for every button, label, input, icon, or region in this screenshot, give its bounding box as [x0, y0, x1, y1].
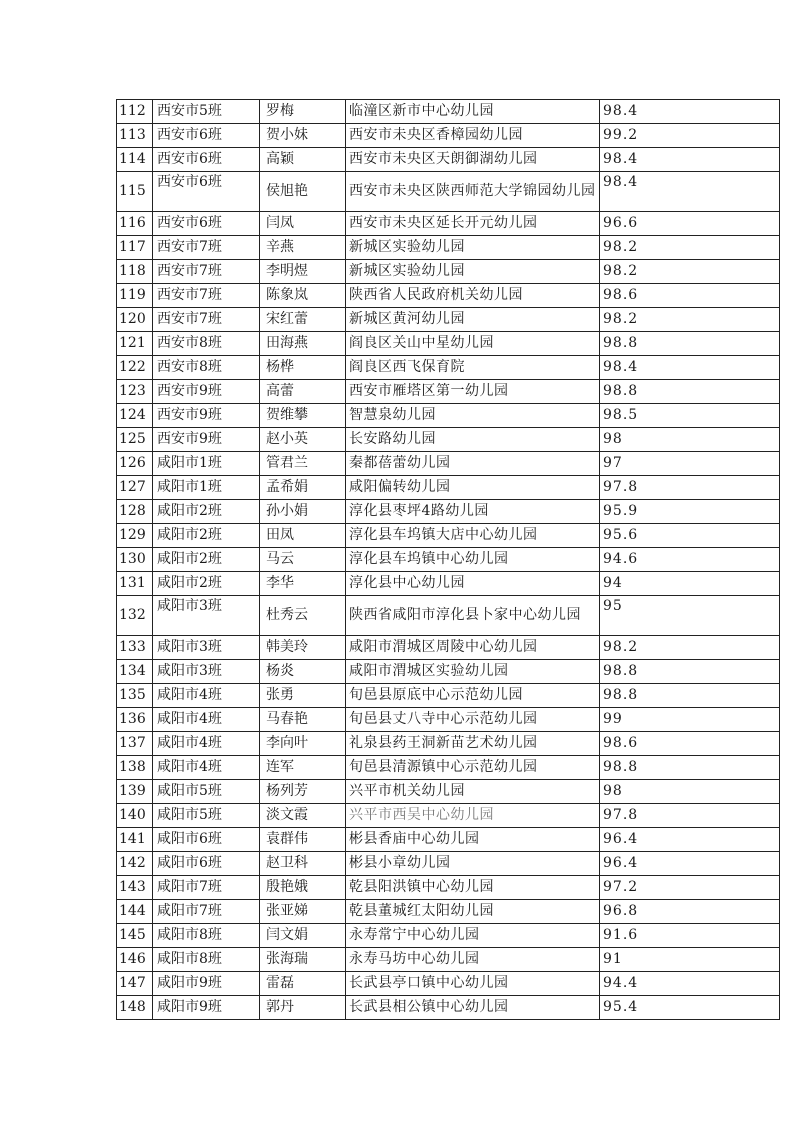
row-number-cell: 127: [117, 476, 153, 500]
row-number-cell: 145: [117, 924, 153, 948]
score-cell: 95.9: [600, 500, 780, 524]
row-number-cell: 133: [117, 636, 153, 660]
row-number-cell: 129: [117, 524, 153, 548]
document-sheet: [116, 99, 780, 1020]
table-row: [117, 404, 780, 428]
row-number-cell: 147: [117, 972, 153, 996]
row-number-cell: 117: [117, 236, 153, 260]
row-number-cell: 134: [117, 660, 153, 684]
score-cell: 96.4: [600, 828, 780, 852]
score-cell: 95.4: [600, 996, 780, 1020]
score-cell: 98.2: [600, 308, 780, 332]
name-cell: 陈象岚: [260, 284, 346, 308]
name-cell: 孟希娟: [260, 476, 346, 500]
class-cell: 西安市6班: [153, 172, 260, 212]
table-row: [117, 996, 780, 1020]
class-cell: 西安市6班: [153, 124, 260, 148]
name-cell: 郭丹: [260, 996, 346, 1020]
kindergarten-cell: 咸阳市渭城区周陵中心幼儿园: [346, 636, 600, 660]
row-number-cell: 130: [117, 548, 153, 572]
name-cell: 杨列芳: [260, 780, 346, 804]
score-cell: 98.8: [600, 660, 780, 684]
name-cell: 罗梅: [260, 100, 346, 124]
kindergarten-cell: 兴平市西吴中心幼儿园: [346, 804, 600, 828]
kindergarten-cell: 淳化县车坞镇中心幼儿园: [346, 548, 600, 572]
row-number-cell: 131: [117, 572, 153, 596]
score-cell: 98.2: [600, 260, 780, 284]
kindergarten-cell: 兴平市机关幼儿园: [346, 780, 600, 804]
kindergarten-cell: 淳化县车坞镇大店中心幼儿园: [346, 524, 600, 548]
row-number-cell: 113: [117, 124, 153, 148]
row-number-cell: 148: [117, 996, 153, 1020]
class-cell: 咸阳市2班: [153, 524, 260, 548]
name-cell: 杨炎: [260, 660, 346, 684]
class-cell: 西安市7班: [153, 236, 260, 260]
class-cell: 咸阳市9班: [153, 972, 260, 996]
score-cell: 96.8: [600, 900, 780, 924]
table-row: [117, 356, 780, 380]
kindergarten-cell: 永寿常宁中心幼儿园: [346, 924, 600, 948]
name-cell: 连军: [260, 756, 346, 780]
table-row: [117, 732, 780, 756]
class-cell: 西安市6班: [153, 212, 260, 236]
class-cell: 西安市6班: [153, 148, 260, 172]
table-row: [117, 500, 780, 524]
kindergarten-cell: 西安市未央区香樟园幼儿园: [346, 124, 600, 148]
table-row: [117, 548, 780, 572]
name-cell: 韩美玲: [260, 636, 346, 660]
name-cell: 马春艳: [260, 708, 346, 732]
name-cell: 宋红蕾: [260, 308, 346, 332]
class-cell: 咸阳市6班: [153, 828, 260, 852]
score-cell: 98.4: [600, 172, 780, 212]
name-cell: 闫凤: [260, 212, 346, 236]
class-cell: 咸阳市4班: [153, 732, 260, 756]
table-row: [117, 780, 780, 804]
row-number-cell: 138: [117, 756, 153, 780]
name-cell: 杜秀云: [260, 596, 346, 636]
kindergarten-cell: 乾县阳洪镇中心幼儿园: [346, 876, 600, 900]
class-cell: 西安市9班: [153, 380, 260, 404]
score-cell: 99.2: [600, 124, 780, 148]
score-cell: 94: [600, 572, 780, 596]
class-cell: 咸阳市2班: [153, 500, 260, 524]
kindergarten-cell: 西安市未央区陕西师范大学锦园幼儿园: [346, 172, 600, 212]
kindergarten-cell: 陕西省咸阳市淳化县卜家中心幼儿园: [346, 596, 600, 636]
table-row: [117, 476, 780, 500]
class-cell: 咸阳市4班: [153, 708, 260, 732]
class-cell: 西安市8班: [153, 332, 260, 356]
score-cell: 98.8: [600, 756, 780, 780]
name-cell: 赵小英: [260, 428, 346, 452]
score-cell: 98.6: [600, 732, 780, 756]
score-cell: 94.4: [600, 972, 780, 996]
table-row: [117, 900, 780, 924]
table-row: [117, 972, 780, 996]
score-cell: 98: [600, 428, 780, 452]
table-row: [117, 660, 780, 684]
table-row: [117, 100, 780, 124]
row-number-cell: 137: [117, 732, 153, 756]
score-cell: 97.8: [600, 804, 780, 828]
table-row: [117, 804, 780, 828]
name-cell: 田海燕: [260, 332, 346, 356]
name-cell: 张海瑞: [260, 948, 346, 972]
name-cell: 赵卫科: [260, 852, 346, 876]
kindergarten-cell: 永寿马坊中心幼儿园: [346, 948, 600, 972]
row-number-cell: 140: [117, 804, 153, 828]
name-cell: 张亚娣: [260, 900, 346, 924]
name-cell: 李向叶: [260, 732, 346, 756]
class-cell: 咸阳市3班: [153, 596, 260, 636]
row-number-cell: 115: [117, 172, 153, 212]
row-number-cell: 143: [117, 876, 153, 900]
name-cell: 闫文娟: [260, 924, 346, 948]
table-row: [117, 236, 780, 260]
kindergarten-cell: 新城区实验幼儿园: [346, 260, 600, 284]
class-cell: 咸阳市4班: [153, 756, 260, 780]
results-table: [116, 99, 780, 1020]
score-cell: 94.6: [600, 548, 780, 572]
name-cell: 杨桦: [260, 356, 346, 380]
row-number-cell: 121: [117, 332, 153, 356]
row-number-cell: 123: [117, 380, 153, 404]
name-cell: 孙小娟: [260, 500, 346, 524]
kindergarten-cell: 智慧泉幼儿园: [346, 404, 600, 428]
table-row: [117, 148, 780, 172]
score-cell: 96.6: [600, 212, 780, 236]
kindergarten-cell: 阎良区西飞保育院: [346, 356, 600, 380]
score-cell: 95.6: [600, 524, 780, 548]
kindergarten-cell: 西安市未央区天朗御湖幼儿园: [346, 148, 600, 172]
row-number-cell: 128: [117, 500, 153, 524]
table-row: [117, 924, 780, 948]
kindergarten-cell: 咸阳市渭城区实验幼儿园: [346, 660, 600, 684]
score-cell: 98.2: [600, 636, 780, 660]
name-cell: 张勇: [260, 684, 346, 708]
class-cell: 咸阳市6班: [153, 852, 260, 876]
row-number-cell: 126: [117, 452, 153, 476]
score-cell: 95: [600, 596, 780, 636]
class-cell: 西安市7班: [153, 260, 260, 284]
row-number-cell: 118: [117, 260, 153, 284]
class-cell: 咸阳市1班: [153, 476, 260, 500]
name-cell: 田凤: [260, 524, 346, 548]
score-cell: 98.4: [600, 148, 780, 172]
kindergarten-cell: 西安市雁塔区第一幼儿园: [346, 380, 600, 404]
class-cell: 咸阳市2班: [153, 548, 260, 572]
class-cell: 西安市7班: [153, 308, 260, 332]
kindergarten-cell: 旬邑县清源镇中心示范幼儿园: [346, 756, 600, 780]
class-cell: 西安市5班: [153, 100, 260, 124]
score-cell: 97.2: [600, 876, 780, 900]
class-cell: 咸阳市8班: [153, 948, 260, 972]
score-cell: 98.4: [600, 356, 780, 380]
class-cell: 咸阳市3班: [153, 660, 260, 684]
name-cell: 管君兰: [260, 452, 346, 476]
score-cell: 98.2: [600, 236, 780, 260]
class-cell: 咸阳市9班: [153, 996, 260, 1020]
row-number-cell: 125: [117, 428, 153, 452]
table-row: [117, 596, 780, 636]
table-row: [117, 260, 780, 284]
row-number-cell: 139: [117, 780, 153, 804]
name-cell: 雷磊: [260, 972, 346, 996]
score-cell: 97.8: [600, 476, 780, 500]
table-row: [117, 172, 780, 212]
class-cell: 西安市9班: [153, 428, 260, 452]
kindergarten-cell: 陕西省人民政府机关幼儿园: [346, 284, 600, 308]
class-cell: 咸阳市7班: [153, 900, 260, 924]
class-cell: 西安市8班: [153, 356, 260, 380]
row-number-cell: 132: [117, 596, 153, 636]
name-cell: 高蕾: [260, 380, 346, 404]
class-cell: 咸阳市8班: [153, 924, 260, 948]
row-number-cell: 119: [117, 284, 153, 308]
row-number-cell: 144: [117, 900, 153, 924]
class-cell: 西安市9班: [153, 404, 260, 428]
table-row: [117, 828, 780, 852]
row-number-cell: 146: [117, 948, 153, 972]
class-cell: 咸阳市3班: [153, 636, 260, 660]
row-number-cell: 136: [117, 708, 153, 732]
table-row: [117, 332, 780, 356]
class-cell: 咸阳市5班: [153, 780, 260, 804]
kindergarten-cell: 西安市未央区延长开元幼儿园: [346, 212, 600, 236]
row-number-cell: 116: [117, 212, 153, 236]
name-cell: 侯旭艳: [260, 172, 346, 212]
name-cell: 马云: [260, 548, 346, 572]
row-number-cell: 112: [117, 100, 153, 124]
row-number-cell: 142: [117, 852, 153, 876]
class-cell: 咸阳市1班: [153, 452, 260, 476]
score-cell: 98.8: [600, 332, 780, 356]
kindergarten-cell: 长武县亭口镇中心幼儿园: [346, 972, 600, 996]
table-row: [117, 428, 780, 452]
table-row: [117, 284, 780, 308]
class-cell: 咸阳市7班: [153, 876, 260, 900]
kindergarten-cell: 乾县董城红太阳幼儿园: [346, 900, 600, 924]
row-number-cell: 122: [117, 356, 153, 380]
table-row: [117, 524, 780, 548]
table-row: [117, 452, 780, 476]
table-row: [117, 876, 780, 900]
kindergarten-cell: 彬县香庙中心幼儿园: [346, 828, 600, 852]
table-row: [117, 572, 780, 596]
kindergarten-cell: 礼泉县药王洞新苗艺术幼儿园: [346, 732, 600, 756]
score-cell: 97: [600, 452, 780, 476]
name-cell: 袁群伟: [260, 828, 346, 852]
kindergarten-cell: 临潼区新市中心幼儿园: [346, 100, 600, 124]
kindergarten-cell: 新城区实验幼儿园: [346, 236, 600, 260]
name-cell: 高颖: [260, 148, 346, 172]
class-cell: 咸阳市5班: [153, 804, 260, 828]
table-row: [117, 124, 780, 148]
table-row: [117, 708, 780, 732]
name-cell: 辛燕: [260, 236, 346, 260]
kindergarten-cell: 新城区黄河幼儿园: [346, 308, 600, 332]
name-cell: 李明煜: [260, 260, 346, 284]
score-cell: 96.4: [600, 852, 780, 876]
name-cell: 李华: [260, 572, 346, 596]
table-row: [117, 380, 780, 404]
score-cell: 98.6: [600, 284, 780, 308]
table-row: [117, 308, 780, 332]
kindergarten-cell: 淳化县枣坪4路幼儿园: [346, 500, 600, 524]
row-number-cell: 135: [117, 684, 153, 708]
kindergarten-cell: 旬邑县丈八寺中心示范幼儿园: [346, 708, 600, 732]
kindergarten-cell: 秦都蓓蕾幼儿园: [346, 452, 600, 476]
kindergarten-cell: 阎良区关山中星幼儿园: [346, 332, 600, 356]
row-number-cell: 141: [117, 828, 153, 852]
name-cell: 贺维攀: [260, 404, 346, 428]
score-cell: 91: [600, 948, 780, 972]
class-cell: 咸阳市4班: [153, 684, 260, 708]
name-cell: 贺小妹: [260, 124, 346, 148]
score-cell: 98.4: [600, 100, 780, 124]
kindergarten-cell: 咸阳偏转幼儿园: [346, 476, 600, 500]
kindergarten-cell: 长武县相公镇中心幼儿园: [346, 996, 600, 1020]
table-row: [117, 684, 780, 708]
table-row: [117, 636, 780, 660]
kindergarten-cell: 彬县小章幼儿园: [346, 852, 600, 876]
kindergarten-cell: 长安路幼儿园: [346, 428, 600, 452]
score-cell: 98: [600, 780, 780, 804]
score-cell: 98.8: [600, 380, 780, 404]
table-row: [117, 852, 780, 876]
name-cell: 淡文霞: [260, 804, 346, 828]
kindergarten-cell: 淳化县中心幼儿园: [346, 572, 600, 596]
score-cell: 91.6: [600, 924, 780, 948]
kindergarten-cell: 旬邑县原底中心示范幼儿园: [346, 684, 600, 708]
table-row: [117, 948, 780, 972]
table-row: [117, 212, 780, 236]
score-cell: 98.5: [600, 404, 780, 428]
class-cell: 西安市7班: [153, 284, 260, 308]
name-cell: 殷艳娥: [260, 876, 346, 900]
score-cell: 99: [600, 708, 780, 732]
class-cell: 咸阳市2班: [153, 572, 260, 596]
table-row: [117, 756, 780, 780]
results-table-body: [117, 100, 780, 1020]
score-cell: 98.8: [600, 684, 780, 708]
row-number-cell: 120: [117, 308, 153, 332]
row-number-cell: 114: [117, 148, 153, 172]
row-number-cell: 124: [117, 404, 153, 428]
